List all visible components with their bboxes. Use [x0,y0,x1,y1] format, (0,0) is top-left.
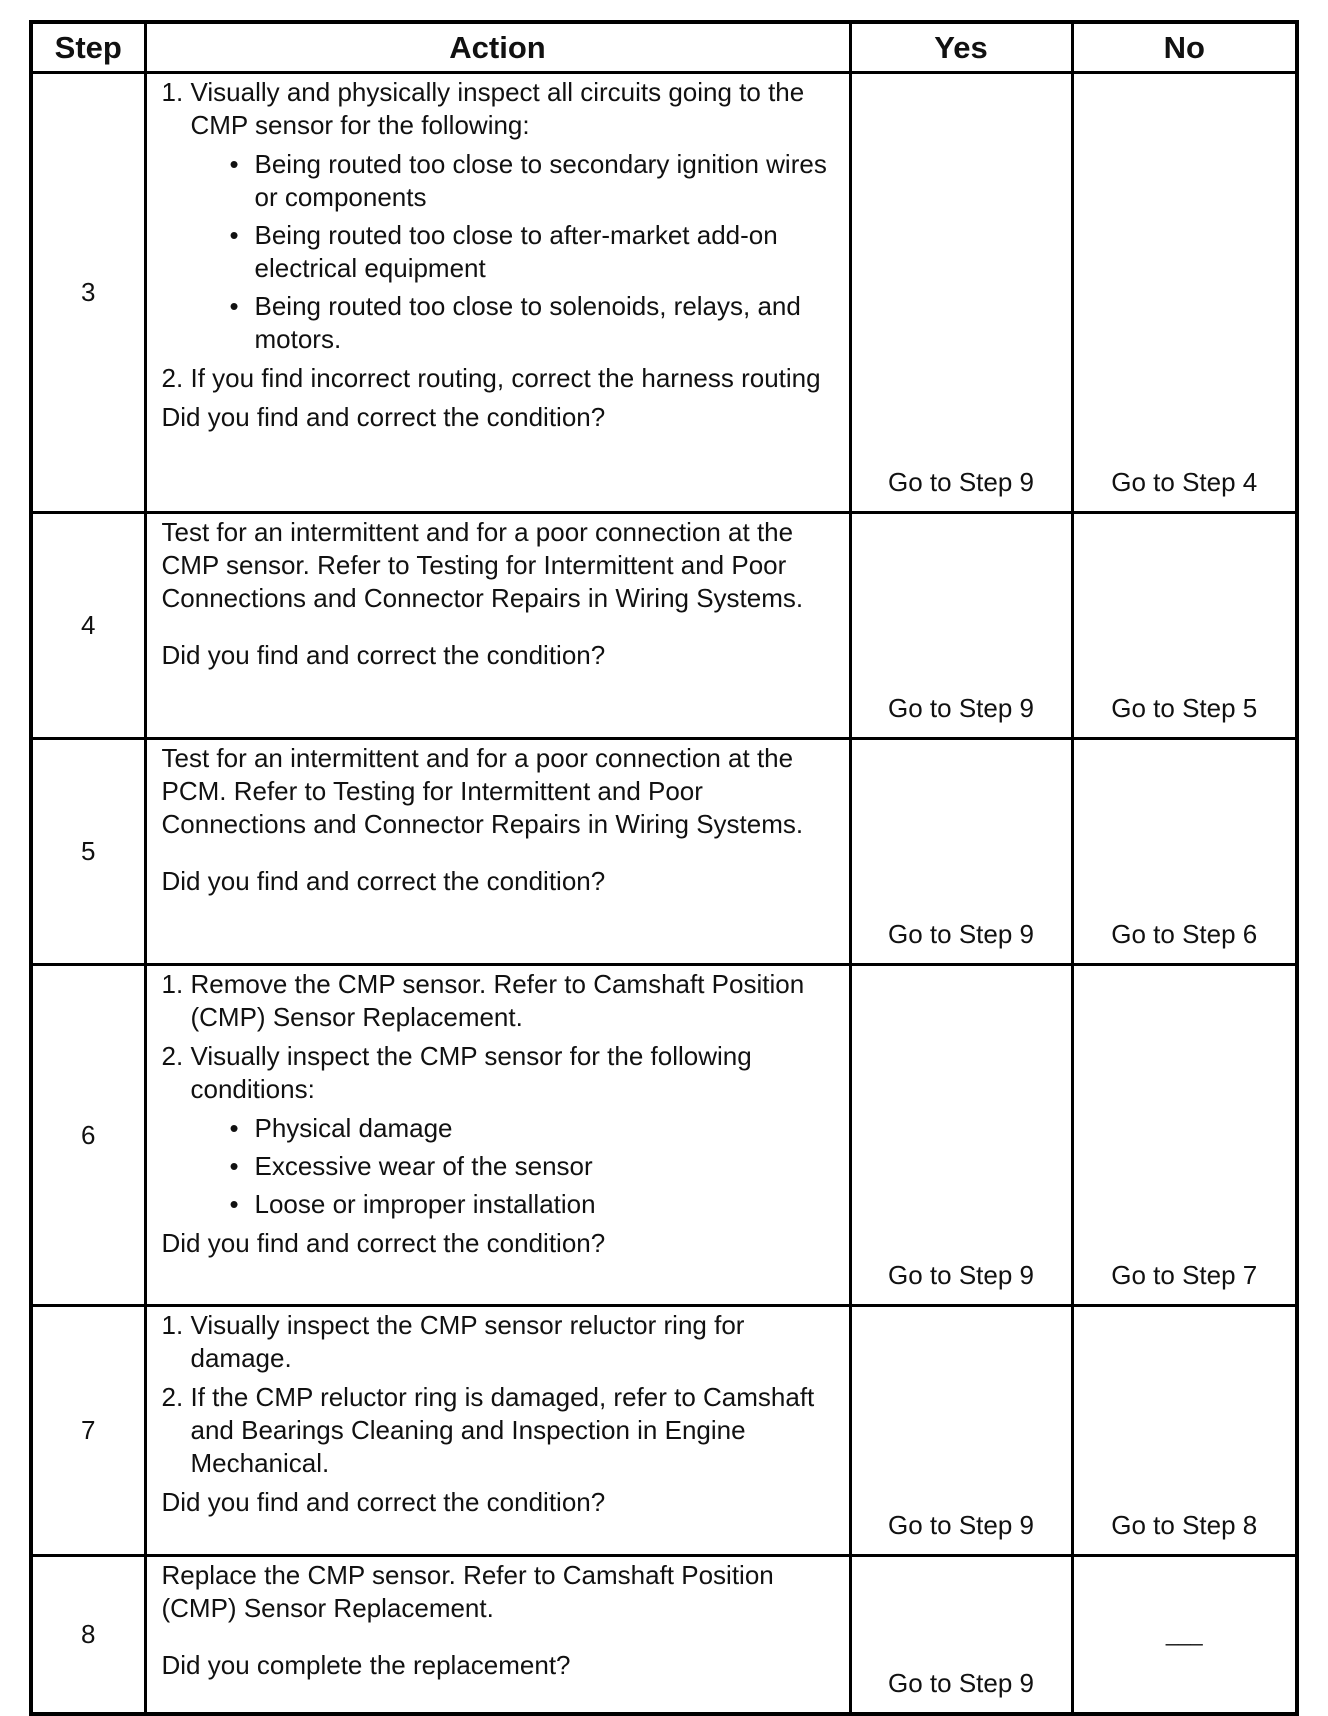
bullet-text: Loose or improper installation [254,1189,596,1219]
action-cell [145,965,850,1306]
numbered-item [162,1309,835,1375]
numbered-item [162,362,835,395]
item-text: Visually and physically inspect all circuits going to the CMP sensor for the following: [190,77,805,140]
table-row [31,513,1297,739]
item-text: Remove the CMP sensor. Refer to Camshaft Position (CMP) Sensor Replacement. [190,969,805,1032]
no-result: Go to Step 6 [1072,739,1297,965]
item-text: Visually inspect the CMP sensor for the following conditions: [190,1041,752,1104]
no-result: Go to Step 7 [1072,965,1297,1306]
bullet-item [191,1112,835,1145]
question-text: Did you find and correct the condition? [161,1228,606,1258]
item-number: 2. [161,1041,184,1071]
step-number: 7 [31,1306,145,1556]
numbered-item [162,1040,835,1221]
yes-result: Go to Step 9 [850,1556,1072,1714]
step-number: 6 [31,965,145,1306]
bullet-item [191,219,835,285]
diagnostic-table [29,20,1299,1716]
header-no: No [1072,22,1297,73]
no-result: Go to Step 4 [1072,73,1297,513]
item-number: 2. [161,363,184,393]
yes-result: Go to Step 9 [850,1306,1072,1556]
action-paragraph: Replace the CMP sensor. Refer to Camshaft Position (CMP) Sensor Replacement. [161,1560,774,1623]
bullet-dot: • [229,220,239,250]
question-text: Did you find and correct the condition? [161,402,606,432]
bullet-dot: • [229,1189,239,1219]
header-row [31,22,1297,73]
step-number: 3 [31,73,145,513]
bullet-text: Being routed too close to solenoids, relays, and motors. [254,291,801,354]
bullet-item [191,148,835,214]
no-result: Go to Step 5 [1072,513,1297,739]
step-number: 4 [31,513,145,739]
header-action: Action [145,22,850,73]
table-row [31,965,1297,1306]
item-number: 2. [161,1382,184,1412]
question-text: Did you find and correct the condition? [161,866,606,896]
question-text: Did you complete the replacement? [161,1650,571,1680]
yes-result: Go to Step 9 [850,965,1072,1306]
bullet-item [191,290,835,356]
numbered-item [162,76,835,356]
yes-result: Go to Step 9 [850,73,1072,513]
step-number: 5 [31,739,145,965]
bullet-item [191,1150,835,1183]
yes-result: Go to Step 9 [850,513,1072,739]
header-step: Step [31,22,145,73]
header-yes: Yes [850,22,1072,73]
table-row [31,73,1297,513]
question-text: Did you find and correct the condition? [161,640,606,670]
no-result: Go to Step 8 [1072,1306,1297,1556]
no-result-na: ___ [1072,1556,1297,1714]
table-row [31,1556,1297,1714]
item-number: 1. [161,969,184,999]
item-text: If you find incorrect routing, correct the harness routing [190,363,821,393]
item-text: Visually inspect the CMP sensor reluctor ring for damage. [190,1310,745,1373]
bullet-text: Being routed too close to after-market add-on electrical equipment [254,220,778,283]
numbered-item [162,1381,835,1480]
action-paragraph: Test for an intermittent and for a poor connection at the CMP sensor. Refer to Testing for Intermittent and Poor Connections and Connector Repairs in Wiring Systems. [161,517,804,613]
bullet-text: Being routed too close to secondary ignition wires or components [254,149,827,212]
table-row [31,739,1297,965]
numbered-item [162,968,835,1034]
bullet-dot: • [229,291,239,321]
question-text: Did you find and correct the condition? [161,1487,606,1517]
action-cell [145,513,850,739]
action-cell [145,1556,850,1714]
action-cell [145,73,850,513]
yes-result: Go to Step 9 [850,739,1072,965]
item-number: 1. [161,1310,184,1340]
action-paragraph: Test for an intermittent and for a poor connection at the PCM. Refer to Testing for Intermittent and Poor Connections and Connector Repairs in Wiring Systems. [161,743,804,839]
bullet-text: Physical damage [254,1113,453,1143]
bullet-dot: • [229,149,239,179]
table-row [31,1306,1297,1556]
item-text: If the CMP reluctor ring is damaged, refer to Camshaft and Bearings Cleaning and Inspection in Engine Mechanical. [190,1382,815,1478]
bullet-item [191,1188,835,1221]
step-number: 8 [31,1556,145,1714]
bullet-dot: • [229,1113,239,1143]
action-cell [145,739,850,965]
action-cell [145,1306,850,1556]
bullet-dot: • [229,1151,239,1181]
bullet-text: Excessive wear of the sensor [254,1151,593,1181]
item-number: 1. [161,77,184,107]
